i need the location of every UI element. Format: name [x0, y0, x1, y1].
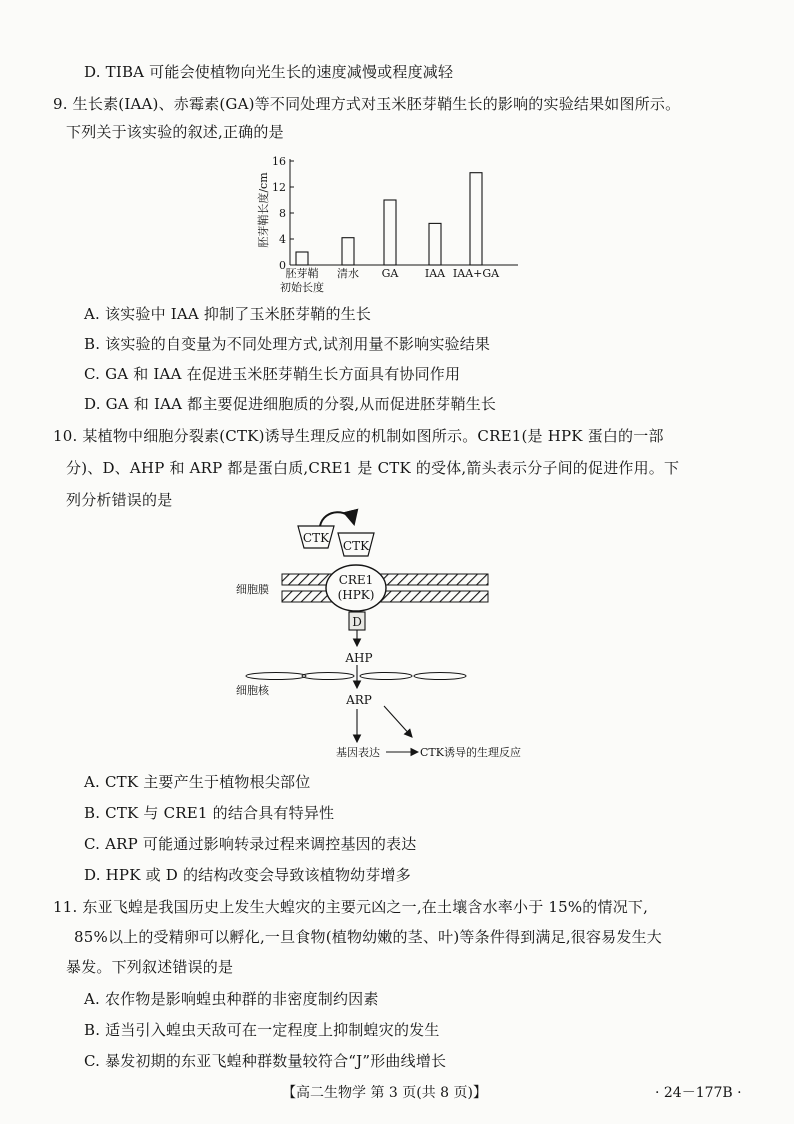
- d-label: D: [352, 615, 362, 629]
- gene-expression-label: 基因表达: [336, 746, 380, 759]
- bar-5: [470, 173, 482, 265]
- q10-option-d[interactable]: D. HPK 或 D 的结构改变会导致该植物幼芽增多: [84, 866, 411, 884]
- ctk-mechanism-diagram: [228, 506, 568, 764]
- q11-stem-line2: 85%以上的受精卵可以孵化,一旦食物(植物幼嫩的茎、叶)等条件得到满足,很容易发生大: [74, 928, 662, 946]
- q9-option-c[interactable]: C. GA 和 IAA 在促进玉米胚芽鞘生长方面具有协同作用: [84, 365, 461, 383]
- receptor-label-2: (HPK): [337, 588, 375, 602]
- prev-option-d: D. TIBA 可能会使植物向光生长的速度减慢或程度减轻: [84, 63, 454, 81]
- q11-option-b[interactable]: B. 适当引入蝗虫天敌可在一定程度上抑制蝗灾的发生: [84, 1021, 440, 1039]
- protein-d-box: [349, 612, 365, 630]
- ctk-free-molecule: [298, 526, 334, 548]
- q9-stem-line1: 9. 生长素(IAA)、赤霉素(GA)等不同处理方式对玉米胚芽鞘生长的影响的实验结果如图所示。: [53, 95, 681, 113]
- q10-option-a[interactable]: A. CTK 主要产生于植物根尖部位: [84, 773, 311, 791]
- page-footer-center: 【高二生物学 第 3 页(共 8 页)】: [282, 1085, 487, 1101]
- x-category-label: 胚芽鞘: [285, 267, 319, 280]
- q10-option-b[interactable]: B. CTK 与 CRE1 的结合具有特异性: [84, 804, 335, 822]
- bar-2: [342, 238, 354, 265]
- q9-option-b[interactable]: B. 该实验的自变量为不同处理方式,试剂用量不影响实验结果: [84, 335, 491, 353]
- y-ticks: [272, 155, 294, 272]
- receptor-label-1: CRE1: [338, 573, 374, 587]
- q11-option-a[interactable]: A. 农作物是影响蝗虫种群的非密度制约因素: [84, 990, 379, 1008]
- cre1-receptor: [326, 565, 386, 611]
- y-tick-label: 16: [272, 155, 286, 168]
- x-labels: [280, 266, 500, 294]
- q11-stem-line3: 暴发。下列叙述错误的是: [66, 958, 234, 976]
- q9-bar-chart: [250, 150, 550, 300]
- x-category-label: IAA+GA: [452, 267, 500, 280]
- q10-stem-line3: 列分析错误的是: [66, 491, 173, 509]
- ctk-free-label: CTK: [302, 531, 330, 545]
- y-axis: [290, 159, 518, 265]
- nuclear-envelope: [246, 673, 466, 680]
- arp-label: ARP: [346, 693, 372, 707]
- binding-arrow: [320, 512, 354, 526]
- ctk-bound-label: CTK: [342, 539, 370, 553]
- y-tick-label: 12: [272, 181, 286, 194]
- y-tick-label: 8: [279, 207, 286, 220]
- membrane-label: 细胞膜: [236, 583, 269, 596]
- y-tick-label: 4: [279, 233, 286, 246]
- q11-option-c[interactable]: C. 暴发初期的东亚飞蝗种群数量较符合“J”形曲线增长: [84, 1052, 447, 1070]
- x-category-label-line2: 初始长度: [280, 281, 324, 294]
- q11-stem-line1: 11. 东亚飞蝗是我国历史上发生大蝗灾的主要元凶之一,在土壤含水率小于 15%的情况下,: [53, 898, 649, 916]
- q10-option-c[interactable]: C. ARP 可能通过影响转录过程来调控基因的表达: [84, 835, 417, 853]
- x-category-label: GA: [381, 267, 399, 280]
- chart-ylabel: 胚芽鞘长度/cm: [257, 172, 270, 248]
- q9-option-a[interactable]: A. 该实验中 IAA 抑制了玉米胚芽鞘的生长: [84, 305, 372, 323]
- q10-stem-line2: 分)、D、AHP 和 ARP 都是蛋白质,CRE1 是 CTK 的受体,箭头表示分子间的促进作用。下: [66, 459, 680, 477]
- ctk-response-label: CTK诱导的生理反应: [420, 746, 521, 759]
- ctk-bound-molecule: [338, 533, 374, 556]
- bars: [296, 173, 482, 265]
- bar-1: [296, 252, 308, 265]
- q9-option-d[interactable]: D. GA 和 IAA 都主要促进细胞质的分裂,从而促进胚芽鞘生长: [84, 395, 497, 413]
- nucleus-label: 细胞核: [236, 684, 269, 697]
- page-footer-code: · 24－177B ·: [655, 1085, 742, 1101]
- bar-3: [384, 200, 396, 265]
- q9-stem-line2: 下列关于该实验的叙述,正确的是: [66, 123, 284, 141]
- x-category-label: 清水: [337, 267, 359, 280]
- x-category-label: IAA: [424, 267, 446, 280]
- bar-4: [429, 223, 441, 265]
- y-tick-label: 0: [279, 259, 286, 272]
- q10-stem-line1: 10. 某植物中细胞分裂素(CTK)诱导生理反应的机制如图所示。CRE1(是 HPK 蛋白的一部: [53, 427, 664, 445]
- ahp-label: AHP: [345, 651, 373, 665]
